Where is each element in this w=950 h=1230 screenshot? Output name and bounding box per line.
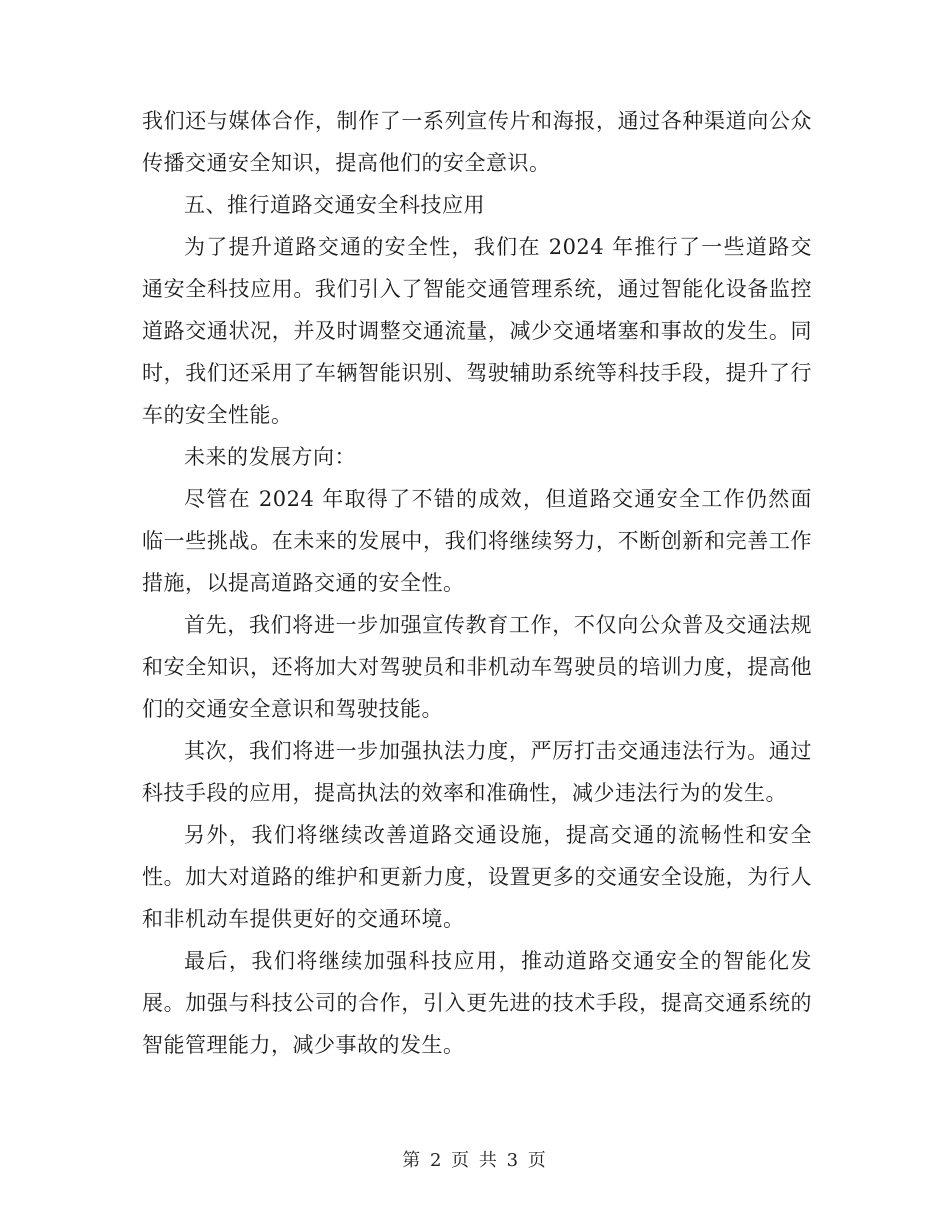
- section-heading-tech-application: 五、推行道路交通安全科技应用: [184, 193, 485, 217]
- section-heading-future-direction: 未来的发展方向：: [184, 445, 356, 469]
- document-body: [142, 100, 812, 1066]
- paragraph-first-education: 首先，我们将进一步加强宣传教育工作，不仅向公众普及交通法规和安全知识，还将加大对驾驶员和非机动车驾驶员的培训力度，提高他们的交通安全意识和驾驶技能。: [142, 613, 812, 721]
- paragraph-media-cooperation: 我们还与媒体合作，制作了一系列宣传片和海报，通过各种渠道向公众传播交通安全知识，提高他们的安全意识。: [142, 109, 812, 175]
- paragraph-facilities: 另外，我们将继续改善道路交通设施，提高交通的流畅性和安全性。加大对道路的维护和更新力度，设置更多的交通安全设施，为行人和非机动车提供更好的交通环境。: [142, 823, 812, 931]
- page-number-footer: 第 2 页 共 3 页: [402, 1150, 548, 1171]
- paragraph-tech-application: 为了提升道路交通的安全性，我们在 2024 年推行了一些道路交通安全科技应用。我们引入了智能交通管理系统，通过智能化设备监控道路交通状况，并及时调整交通流量，减少交通堵塞和事故的发生。同时，我们还采用了车辆智能识别、驾驶辅助系统等科技手段，提升了行车的安全性能。: [142, 235, 812, 427]
- paragraph-finally-technology: 最后，我们将继续加强科技应用，推动道路交通安全的智能化发展。加强与科技公司的合作，引入更先进的技术手段，提高交通系统的智能管理能力，减少事故的发生。: [142, 949, 812, 1057]
- paragraph-challenges: 尽管在 2024 年取得了不错的成效，但道路交通安全工作仍然面临一些挑战。在未来的发展中，我们将继续努力，不断创新和完善工作措施，以提高道路交通的安全性。: [142, 487, 812, 595]
- paragraph-second-enforcement: 其次，我们将进一步加强执法力度，严厉打击交通违法行为。通过科技手段的应用，提高执法的效率和准确性，减少违法行为的发生。: [142, 739, 812, 805]
